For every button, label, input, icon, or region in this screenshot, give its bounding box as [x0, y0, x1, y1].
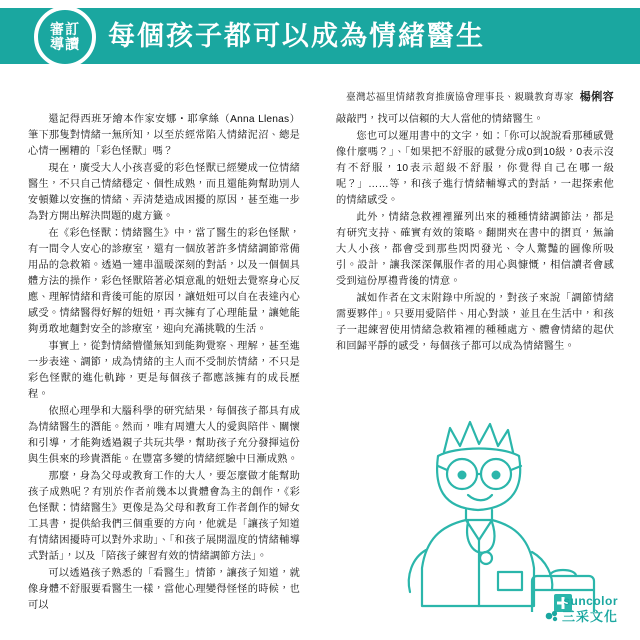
paragraph: 現在，廣受大人小孩喜愛的彩色怪獸已經變成一位情緒醫生，不只自己情緒穩定、個性成熟，而且還能夠幫助別人安頓難以安撫的情緒、弄清楚造成困擾的原因，甚至進一步為對方開出解決問題的處方籤。	[28, 162, 300, 223]
monster-doctor-illustration	[382, 400, 612, 612]
page-title: 每個孩子都可以成為情緒醫生	[108, 21, 485, 51]
publisher-logo-english: suncolor	[563, 593, 618, 608]
body-left-column	[28, 112, 300, 614]
byline-credit: 臺灣芯福里情緒教育推廣協會理事長、親職教育專家	[346, 92, 574, 103]
paragraph: 您也可以運用書中的文字，如：「你可以說說看那種感覺像什麼嗎？」、「如果把不舒服的感覺分成0到10級，0表示沒有不舒服，10表示超級不舒服，你覺得自己在哪一級呢？」……等，和孩子進行情緒輔導式的對話，一起探索他的情緒感受。	[336, 130, 614, 206]
suncolor-mark-icon	[545, 609, 559, 626]
paragraph: 可以透過孩子熟悉的「看醫生」情節，讓孩子知道，就像身體不舒服要看醫生一樣，當他心理變得怪怪的時候，也可以	[28, 567, 300, 611]
paragraph: 依照心理學和大腦科學的研究結果，每個孩子都具有成為情緒醫生的潛能。然而，唯有周遭大人的愛與陪伴、關懷和引導，才能夠透過親子共玩共學，幫助孩子充分發揮這份與生俱來的珍貴潛能。在豐富多變的情緒經驗中日漸成熟。	[28, 405, 300, 465]
paragraph: 事實上，從對情緒懵懂無知到能夠覺察、理解，甚至進一步表達、調節，成為情緒的主人而不受制於情緒，不只是彩色怪獸的進化軌跡，更是每個孩子都應該擁有的成長歷程。	[28, 340, 300, 401]
publisher-logo-chinese	[545, 609, 618, 626]
review-badge-line1: 審訂	[50, 20, 80, 37]
byline-author: 楊俐容	[579, 91, 614, 103]
paragraph: 還記得西班牙繪本作家安娜・耶拿絲（Anna Llenas）筆下那隻對情緒一無所知，以至於經常陷入情緒泥沼、總是心情一團糟的「彩色怪獸」嗎？	[28, 114, 300, 158]
review-badge	[34, 6, 96, 68]
publisher-logo	[545, 595, 618, 626]
publisher-logo-chinese-text: 三采文化	[561, 608, 618, 624]
paragraph: 那麼，身為父母或教育工作的大人，要怎麼做才能幫助孩子成熟呢？有別於作者前幾本以貴體會為主的創作，《彩色怪獸：情緒醫生》更像是為父母和教育工作者創作的婦女工具書，提供給我們三個重要的方向，他就是「讓孩子知道有情緒困擾時可以對外求助」、「和孩子展開溫度的情緒輔導式對話」，以及「陪孩子練習有效的情緒調節方法」。	[28, 470, 300, 563]
byline	[294, 88, 614, 104]
review-badge-inner	[38, 10, 92, 64]
paragraph: 敲敲門，找可以信賴的大人當他的情緒醫生。	[336, 114, 544, 125]
body-right-column	[336, 112, 614, 355]
page-header	[0, 0, 640, 72]
paragraph: 此外，情緒急救裡裡羅列出來的種種情緒調節法，都是有研究支持、確實有效的策略。翻開夾在書中的摺頁，無論大人小孩，都會受到那些閃閃發光、令人驚豔的圖像所吸引。設計，讓我深深佩服作者的用心與慷慨，相信讀者會感受到這份厚禮背後的情意。	[336, 211, 614, 287]
paragraph: 誠如作者在文末附錄中所說的，對孩子來說「調節情緒需要夥伴」。只要用愛陪伴、用心對談，並且在生活中，和孩子一起練習使用情緒急救箱裡的種種處方、體會情緒的起伏和回歸平靜的感受，每個孩子都可以成為情緒醫生。	[336, 292, 614, 352]
paragraph: 在《彩色怪獸：情緒醫生》中，當了醫生的彩色怪獸，有一間令人安心的診療室，還有一個放著許多情緒調節常備用品的急救箱。透過一連串溫暖深刻的對話，以及一個個具體方法的操作，彩色怪獸陪著必煩意亂的妞妞去覺察身心反應、理解情緒和背後可能的原因，讓妞妞可以自在表達內心感受。情緒醫得好解的妞妞，再次擁有了心理能量，讓她能夠勇敢地麵對安全的診療室，迎向充滿挑戰的生活。	[28, 227, 300, 336]
review-badge-line2: 導讀	[50, 36, 80, 52]
